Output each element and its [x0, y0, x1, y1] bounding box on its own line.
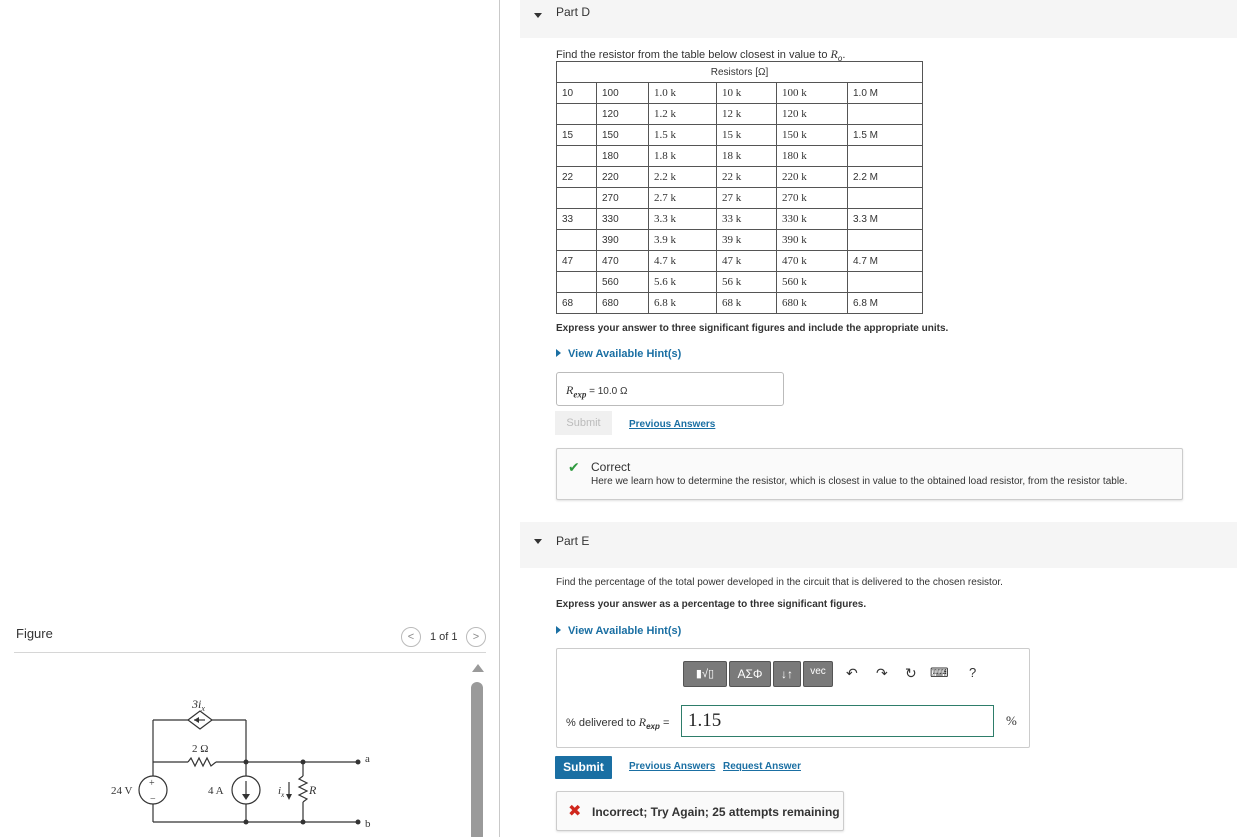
part-e-answer-label: % delivered to $R_{exp}$ = — [566, 715, 670, 732]
x-icon: ✖ — [568, 803, 582, 820]
table-row — [557, 125, 923, 146]
table-cell: 220 k — [777, 167, 848, 188]
figure-divider — [14, 652, 486, 653]
part-e-header[interactable] — [520, 522, 1237, 568]
table-cell — [557, 188, 597, 209]
table-cell: 15 — [557, 125, 597, 146]
feedback-title: Incorrect; Try Again; 25 attempts remaining — [592, 805, 840, 819]
table-cell — [848, 230, 923, 251]
table-cell: 18 k — [717, 146, 777, 167]
minus-sign: − — [150, 794, 156, 805]
load-resistor-label: R — [309, 783, 317, 797]
table-cell — [557, 272, 597, 293]
table-cell: 180 — [597, 146, 649, 167]
table-row — [557, 188, 923, 209]
prev-figure-button[interactable]: < — [401, 627, 421, 647]
part-d-answer-box — [556, 372, 784, 406]
table-cell: 120 — [597, 104, 649, 125]
table-row — [557, 83, 923, 104]
resistor-2-label: 2 Ω — [192, 743, 209, 755]
ix-label: i — [278, 785, 282, 797]
figure-scrollbar[interactable] — [471, 682, 483, 837]
svg-text:3ix — [191, 697, 205, 713]
table-cell: 180 k — [777, 146, 848, 167]
next-figure-button[interactable]: > — [466, 627, 486, 647]
table-cell — [848, 272, 923, 293]
table-row — [557, 167, 923, 188]
resistor-table-header: Resistors [Ω] — [557, 62, 923, 83]
part-e-unit: % — [1006, 713, 1017, 728]
table-cell — [557, 104, 597, 125]
part-d-instruction: Express your answer to three significant figures and include the appropriate units. — [556, 323, 949, 334]
node-b-label: b — [365, 818, 371, 830]
voltage-source-label: 24 V — [111, 785, 133, 797]
table-cell — [848, 104, 923, 125]
table-cell: 470 — [597, 251, 649, 272]
part-e-request-answer-link[interactable]: Request Answer — [723, 761, 801, 772]
table-cell: 22 k — [717, 167, 777, 188]
table-cell: 3.3 k — [649, 209, 717, 230]
undo-icon[interactable]: ↶ — [846, 665, 858, 681]
table-cell: 330 — [597, 209, 649, 230]
figure-pager-text: 1 of 1 — [430, 631, 458, 643]
table-row — [557, 146, 923, 167]
node-a-label: a — [365, 753, 370, 765]
dep-source-sub: x — [201, 704, 205, 713]
table-cell: 33 k — [717, 209, 777, 230]
table-cell: 100 — [597, 83, 649, 104]
table-cell: 2.2 k — [649, 167, 717, 188]
dep-source-label: 3i — [192, 697, 202, 711]
part-e-prompt: Find the percentage of the total power developed in the circuit that is delivered to the chosen resistor. — [556, 577, 1003, 588]
part-e-instruction: Express your answer as a percentage to three significant figures. — [556, 599, 867, 610]
expand-triangle-icon — [556, 349, 561, 357]
table-cell: 10 k — [717, 83, 777, 104]
table-cell: 12 k — [717, 104, 777, 125]
part-e-previous-answers-link[interactable]: Previous Answers — [629, 761, 716, 772]
part-e-feedback-incorrect — [556, 791, 844, 831]
table-cell: 39 k — [717, 230, 777, 251]
arrows-button[interactable]: ↓↑ — [773, 661, 801, 687]
scroll-up-arrow-icon[interactable] — [472, 664, 484, 672]
table-cell — [848, 146, 923, 167]
part-d-answer-math: $R_{exp} = 10.0$ Ω — [566, 383, 628, 400]
help-icon[interactable]: ? — [969, 665, 977, 680]
table-cell: 15 k — [717, 125, 777, 146]
table-cell — [848, 188, 923, 209]
table-row — [557, 293, 923, 314]
part-d-header[interactable] — [520, 0, 1237, 38]
table-cell: 1.5 k — [649, 125, 717, 146]
figure-title: Figure — [16, 626, 53, 641]
table-cell: 1.0 M — [848, 83, 923, 104]
keyboard-icon[interactable]: ⌨ — [930, 665, 949, 680]
templates-button[interactable]: ▮√▯ — [683, 661, 727, 687]
current-source-label: 4 A — [208, 785, 224, 797]
table-cell: 68 k — [717, 293, 777, 314]
table-row — [557, 209, 923, 230]
table-cell: 470 k — [777, 251, 848, 272]
redo-icon[interactable]: ↷ — [876, 665, 888, 681]
table-cell: 2.2 M — [848, 167, 923, 188]
table-cell: 390 — [597, 230, 649, 251]
table-cell: 220 — [597, 167, 649, 188]
table-cell: 68 — [557, 293, 597, 314]
table-cell: 560 — [597, 272, 649, 293]
table-cell: 330 k — [777, 209, 848, 230]
table-cell: 6.8 M — [848, 293, 923, 314]
panel-divider — [499, 0, 500, 837]
table-cell: 100 k — [777, 83, 848, 104]
table-cell — [557, 230, 597, 251]
table-cell: 120 k — [777, 104, 848, 125]
table-row — [557, 251, 923, 272]
part-e-label: Part E — [556, 534, 590, 548]
table-cell: 390 k — [777, 230, 848, 251]
part-d-previous-answers-link[interactable]: Previous Answers — [629, 419, 716, 430]
table-row — [557, 230, 923, 251]
table-cell: 150 — [597, 125, 649, 146]
table-cell: 33 — [557, 209, 597, 230]
part-d-label: Part D — [556, 5, 591, 19]
table-cell: 47 — [557, 251, 597, 272]
table-cell: 22 — [557, 167, 597, 188]
resistor-table — [556, 61, 923, 314]
collapse-caret-icon — [534, 13, 542, 18]
table-cell: 10 — [557, 83, 597, 104]
table-cell: 680 — [597, 293, 649, 314]
table-cell: 4.7 M — [848, 251, 923, 272]
table-cell — [557, 146, 597, 167]
expand-triangle-icon — [556, 626, 561, 634]
plus-sign: + — [149, 778, 155, 789]
part-d-hint-link[interactable]: View Available Hint(s) — [556, 348, 681, 360]
part-e-hint-link[interactable]: View Available Hint(s) — [556, 625, 681, 637]
table-cell: 56 k — [717, 272, 777, 293]
vec-button[interactable]: vec — [803, 661, 833, 687]
part-d-submit-button[interactable]: Submit — [555, 411, 612, 435]
table-cell: 680 k — [777, 293, 848, 314]
table-row — [557, 272, 923, 293]
part-d-prompt: Find the resistor from the table below closest in value to $R_o$. — [556, 47, 846, 64]
table-cell: 1.2 k — [649, 104, 717, 125]
table-cell: 270 — [597, 188, 649, 209]
circuit-diagram — [100, 690, 380, 837]
table-cell: 150 k — [777, 125, 848, 146]
reset-icon[interactable]: ↻ — [905, 665, 917, 681]
part-e-submit-button[interactable]: Submit — [555, 756, 612, 779]
part-e-answer-input[interactable]: 1.15 — [681, 705, 994, 737]
table-cell: 560 k — [777, 272, 848, 293]
table-cell: 47 k — [717, 251, 777, 272]
feedback-title: Correct — [591, 460, 631, 474]
symbols-button[interactable]: ΑΣΦ — [729, 661, 771, 687]
table-cell: 6.8 k — [649, 293, 717, 314]
collapse-caret-icon — [534, 539, 542, 544]
table-cell: 1.0 k — [649, 83, 717, 104]
table-cell: 4.7 k — [649, 251, 717, 272]
part-d-feedback-correct — [556, 448, 1183, 500]
svg-text:ix — [278, 785, 285, 799]
ix-sub: x — [281, 791, 285, 799]
table-cell: 1.5 M — [848, 125, 923, 146]
table-cell: 1.8 k — [649, 146, 717, 167]
part-e-equation-panel — [556, 648, 1030, 748]
table-cell: 5.6 k — [649, 272, 717, 293]
feedback-message: Here we learn how to determine the resistor, which is closest in value to the obtained load resistor, from the resistor table. — [591, 476, 1128, 487]
table-cell: 2.7 k — [649, 188, 717, 209]
table-cell: 27 k — [717, 188, 777, 209]
table-cell: 3.3 M — [848, 209, 923, 230]
table-cell: 3.9 k — [649, 230, 717, 251]
check-icon: ✔ — [568, 459, 580, 475]
table-row — [557, 104, 923, 125]
table-cell: 270 k — [777, 188, 848, 209]
